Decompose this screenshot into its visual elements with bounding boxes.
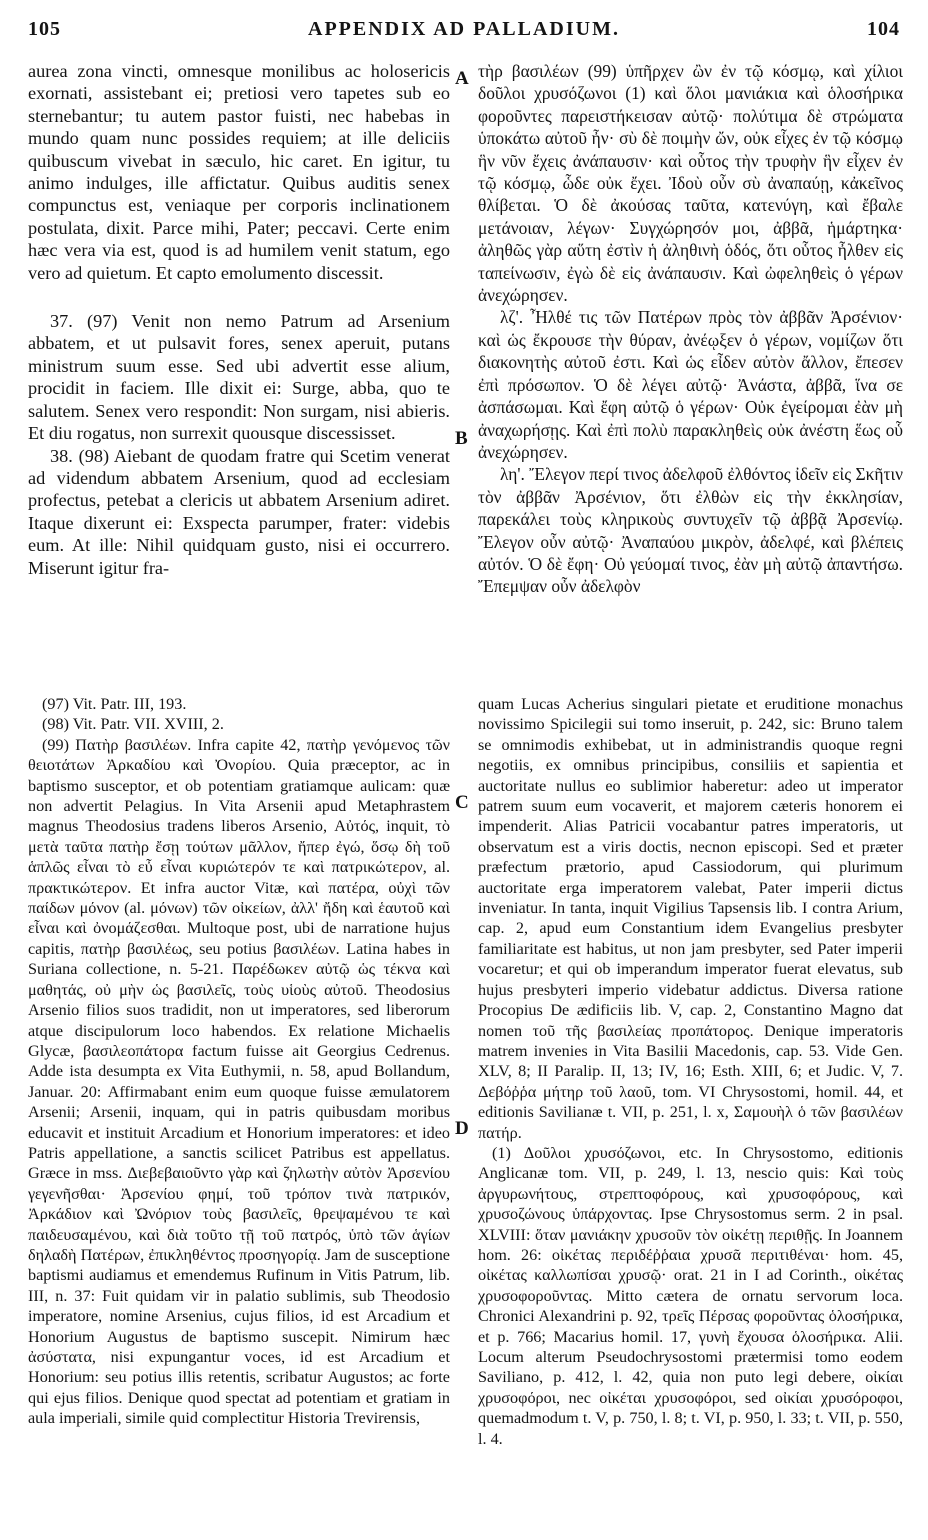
greek-paragraph: τὴρ βασιλέων (99) ὑπῆρχεν ὢν ἐν τῷ κόσμῳ, καὶ χίλιοι δοῦλοι χρυσόζωνοι (1) καὶ ὅλοι μανιάκια καὶ ὁλοσήρικα φοροῦντες παρειστήκεισαν αὐτῷ· πολύτιμα δὲ στρώματα ὑποκάτω αὐτοῦ ἦν· σὺ δὲ ποιμὴν ὤν, οὐκ εἶχες ἐν τῷ κόσμῳ ἣν νῦν ἔχεις ἀνάπαυσιν· καὶ οὗτος τὴν τρυφὴν ἣν εἶχεν ἐν τῷ κόσμῳ, ὧδε οὐκ ἔχει. Ἰδοὺ οὖν σὺ ἀναπαύῃ, κἀκεῖνος θλίβεται. Ὁ δὲ ἀκούσας ταῦτα, κατενύγη, καὶ ἔβαλε μετάνοιαν, λέγων· Συγχώρησόν μοι, ἀββᾶ, ἡμάρτηκα· ἀληθῶς γὰρ αὕτη ἐστὶν ἡ ἀληθινὴ ὁδός, ὅτι οὗτος ἦλθεν εἰς ταπείνωσιν, ἐγὼ δὲ εἰς ἀνάπαυσιν. Καὶ ὠφεληθεὶς ὁ γέρων ἀνεχώρησεν. [478, 61, 903, 306]
running-header [28, 18, 900, 46]
footnotes-right-column [478, 694, 903, 1449]
latin-text-column [28, 60, 450, 579]
page-number-left: 105 [28, 18, 61, 40]
footnote-97: (97) Vit. Patr. III, 193. [42, 695, 187, 713]
footnotes-left-column [28, 694, 450, 1429]
margin-marker-b: B [455, 428, 468, 449]
footnote-99: (99) Πατὴρ βασιλέων. Infra capite 42, πατὴρ γενόμενος τῶν θειοτάτων Ἀρκαδίου καὶ Ὀνορίου. Quia præceptor, ac in baptismo susceptor, et ob potentiam gratiamque aulicam: quæ non advertit Pelagius. In Vita Arsenii apud Metaphrastem magnus Theodosius tradens liberos Arsenio, Αὐτός, inquit, τὸ μετὰ ταῦτα πατὴρ ἔσῃ τούτων μᾶλλον, ἤπερ ἐγώ, ὅσῳ δὴ τοῦ ἁπλῶς εἶναι τὸ εὖ εἶναι κυριώτερόν τε καὶ πατρικώτερον, al. πρακτικώτερον. Et infra auctor Vitæ, καὶ πατέρα, οὐχὶ τῶν παίδων μόνον (al. μόνων) τῶν οἰκείων, ἀλλ' ἤδη καὶ ἑαυτοῦ καὶ εἶναι καὶ ὀνομάζεσθαι. Multoque post, ubi de narratione hujus capitis, πατὴρ βασιλέως, seu potius βασιλέων. Latina habes in Suriana collectione, n. 5-21. Παρέδωκεν αὐτῷ ὡς τέκνα καὶ μαθητάς, οὐ μὴν ὡς βασιλεῖς, τοὺς υἱοὺς αὐτοῦ. Theodosius Arsenio filios suos tradidit, non ut imperatores, sed liberorum atque discipulorum loco habendos. Ex relatione Michaelis Glycæ, βασιλεοπάτορα factum fuisse ait Georgius Cedrenus. Adde ista desumpta ex Vita Euthymii, n. 58, apud Bollandum, Januar. 20: Affirmabant enim eum quoque fuisse æmulatorem Arsenii; Arsenii, inquam, qui in patris quibusdam moribus educavit et instituit Arcadium et Honorium imperatores: et ideo Patris appellatione, a sanctis scilicet Patribus est appellatus. Græce in mss. Διεβεβαιοῦντο γὰρ καὶ ζηλωτὴν αὐτὸν Ἀρσενίου γεγενῆσθαι· Ἀρσενίου φημί, τοῦ τρόπον τινὰ πατρικόν, Ἀρκάδιον καὶ Ὠνόριον τοὺς βασιλεῖς, θρεψαμένου τε καὶ παιδευσαμένου, καὶ διὰ τοῦτο τῇ τοῦ πατρός, ὑπὸ τῶν ἁγίων δηλαδὴ Πατέρων, ἐπικληθέντος προσηγορίᾳ. Jam de susceptione baptismi audiamus et emendemus Rufinum in Vitis Patrum, lib. III, n. 37: Fuit quidam vir in palatio sublimis, sub Theodosio imperatore, nomine Arsenius, cujus filios, id est Arcadium et Honorium Augustus de baptismo suscepit. Nimirum hæc ἀσύστατα, nisi expungantur voces, id est Arcadium et Honorium: seu potius illis retentis, scribatur Augustos; ac forte qui ejus filios. Denique quod spectat ad potentiam et gratiam in aula imperiali, simile quid complectitur Historia Trevirensis, [28, 735, 450, 1428]
margin-marker-c: C [455, 792, 469, 813]
page-number-right: 104 [867, 18, 900, 40]
latin-paragraph: aurea zona vincti, omnesque monilibus ac holosericis exornati, assistebant ei; pretiosi vero tapetes sub eo sternebantur; tu autem pastor fuisti, nec habebas in mundo quam nunc possides requiem; at ille deliciis quibuscum vivebat in sæculo, hic caret. En igitur, tu animo indulges, ille affictatur. Quibus auditis senex compunctus est, veniaque per corporis inclinationem postulata, dixit. Parce mihi, Pater; peccavi. Certe enim hæc vera via est, quod is ad humilem venit statum, ego vero ad quietum. Et capto emolumento discessit. [28, 61, 450, 283]
footnote-99-continued: quam Lucas Acherius singulari pietate et eruditione monachus novissimo Spicilegii sui tomo inseruit, p. 242, sic: Bruno talem se omnimodis exhibebat, ut in administrandis quoque regni negotiis, ex omnibus principibus, consiliis et sapientia et auctoritate nullus eo sublimior haberetur: adeo ut imperator patrem suum eum vocaverit, et majorem cæteris honorem ei impenderit. Alias Patricii vocabantur patres imperatoris, ut observatum est a viris doctis, necnon episcopi. Sed et præter præfectum prætorio, apud Cassiodorum, qui plurimum auctoritate erga imperatorem valebat, Pater imperii dictus inveniatur. In tanta, inquit Vigilius Tapsensis lib. I contra Arium, cap. 2, apud eum Constantium idem Evangelius presbyter familiaritate est habitus, ut non jam presbyter, sed Pater imperii vocaretur; et qui ob imperandum imperator fuerat elevatus, sub hujus presbyteri imperio videbatur addictus. Diversa ratione Procopius De ædificiis lib. V, cap. 2, Constantino Magno dat nomen τοῦ τῆς βασιλείας προπάτορος. Denique imperatoris matrem invenies in Vita Basilii Macedonis, cap. 53. Vide Gen. XLV, 8; II Paralip. II, 13; IV, 16; Esth. XIII, 6; et Judic. V, 7. Δεβόῤῥα μήτηρ τοῦ λαοῦ, tom. VI Chrysostomi, homil. 44, et editionis Savilianæ t. VII, p. 251, l. x, Σαμουὴλ ὁ τῶν βασιλέων πατήρ. [478, 695, 903, 1142]
latin-paragraph-37: 37. (97) Venit non nemo Patrum ad Arsenium abbatem, et ut pulsavit fores, senex aperuit, putans ministrum suum esse. Sed ubi advertit esse alium, procidit in faciem. Ille dixit ei: Surge, abba, quo te salutem. Senex vero respondit: Non surgam, nisi abieris. Et diu rogatus, non surrexit quousque discessisset. [28, 311, 450, 444]
greek-paragraph-37: λζ'. Ἦλθέ τις τῶν Πατέρων πρὸς τὸν ἀββᾶν Ἀρσένιον· καὶ ὡς ἔκρουσε τὴν θύραν, ἀνέῳξεν ὁ γέρων, νομίζων ὅτι διακονητὴς αὐτοῦ ἐστι. Καὶ ὡς εἶδεν αὐτὸν ἄλλον, ἔπεσεν ἐπὶ πρόσωπον. Ὁ δὲ λέγει αὐτῷ· Ἀνάστα, ἀββᾶ, ἵνα σε ἀσπάσωμαι. Καὶ ἔφη αὐτῷ ὁ γέρων· Οὐκ ἐγείρομαι ἐὰν μὴ ἀναχωρήσῃς. Καὶ ἐπὶ πολὺ παρακληθεὶς οὐκ ἀνέστη ἕως οὗ ἀνεχώρησεν. [478, 307, 903, 462]
running-title: APPENDIX AD PALLADIUM. [308, 18, 620, 40]
margin-marker-a: A [455, 68, 469, 89]
greek-paragraph-38: λη'. Ἔλεγον περί τινος ἀδελφοῦ ἐλθόντος ἰδεῖν εἰς Σκῆτιν τὸν ἀββᾶν Ἀρσένιον, ὅτι ἐλθὼν εἰς τὴν ἐκκλησίαν, παρεκάλει τοὺς κληρικοὺς συντυχεῖν τῷ ἀββᾷ Ἀρσενίῳ. Ἔλεγον οὖν αὐτῷ· Ἀναπαύου μικρὸν, ἀδελφέ, καὶ βλέπεις αὐτόν. Ὁ δὲ ἔφη· Οὐ γεύομαί τινος, ἐὰν μὴ αὐτῷ ἀπαντήσω. Ἔπεμψαν οὖν ἀδελφὸν [478, 464, 903, 597]
greek-text-column [478, 60, 903, 598]
latin-paragraph-38: 38. (98) Aiebant de quodam fratre qui Scetim venerat ad videndum abbatem Arsenium, quod ad ecclesiam profectus, petebat a clericis ut abbatem Arsenium adiret. Itaque dixerunt ei: Exspecta parumper, frater: videbis eum. At ille: Nihil quidquam gusto, nisi ei occurrero. Miserunt igitur fra- [28, 445, 450, 578]
margin-marker-d: D [455, 1118, 469, 1139]
footnote-1: (1) Δοῦλοι χρυσόζωνοι, etc. In Chrysostomo, editionis Anglicanæ tom. VII, p. 249, l. 13, nescio quis: Καὶ τοὺς ἀργυρωνήτους, στρεπτοφόρους, καὶ χρυσοφόρους, καὶ χρυσοζώνους ὑπάρχοντας. Ipse Chrysostomus serm. 2 in psal. XLVIII: ὅταν μανιάκην χρυσοῦν τὸν οἰκέτῃ περιθῇς. In Joannem hom. 26: οἰκέτας περιδέῤῥαια χρυσᾶ περιτιθέναι· hom. 45, οἰκέτας καλλωπίσαι χρυσῷ· orat. 21 in I ad Corinth., οἰκέτας χρυσοφοροῦντας. Mitto cætera de ornatu servorum loca. Chronici Alexandrini p. 92, τρεῖς Πέρσας φοροῦντας ὁλοσήρικα, et p. 766; Macarius homil. 17, γυνὴ ἔχουσα ὁλοσήρικα. Alii. Locum alterum Pseudochrysostomi prætermisi tomo eodem Saviliano, p. 412, l. 42, quia non puto legi debere, οἰκίαι χρυσοφόροι, nec οἰκέται χρυσοφόροι, sed οἰκίαι χρυσόροφοι, quemadmodum t. V, p. 750, l. 8; t. VI, p. 950, l. 33; t. VII, p. 550, l. 4. [478, 1143, 903, 1448]
footnote-98: (98) Vit. Patr. VII. XVIII, 2. [42, 715, 224, 734]
